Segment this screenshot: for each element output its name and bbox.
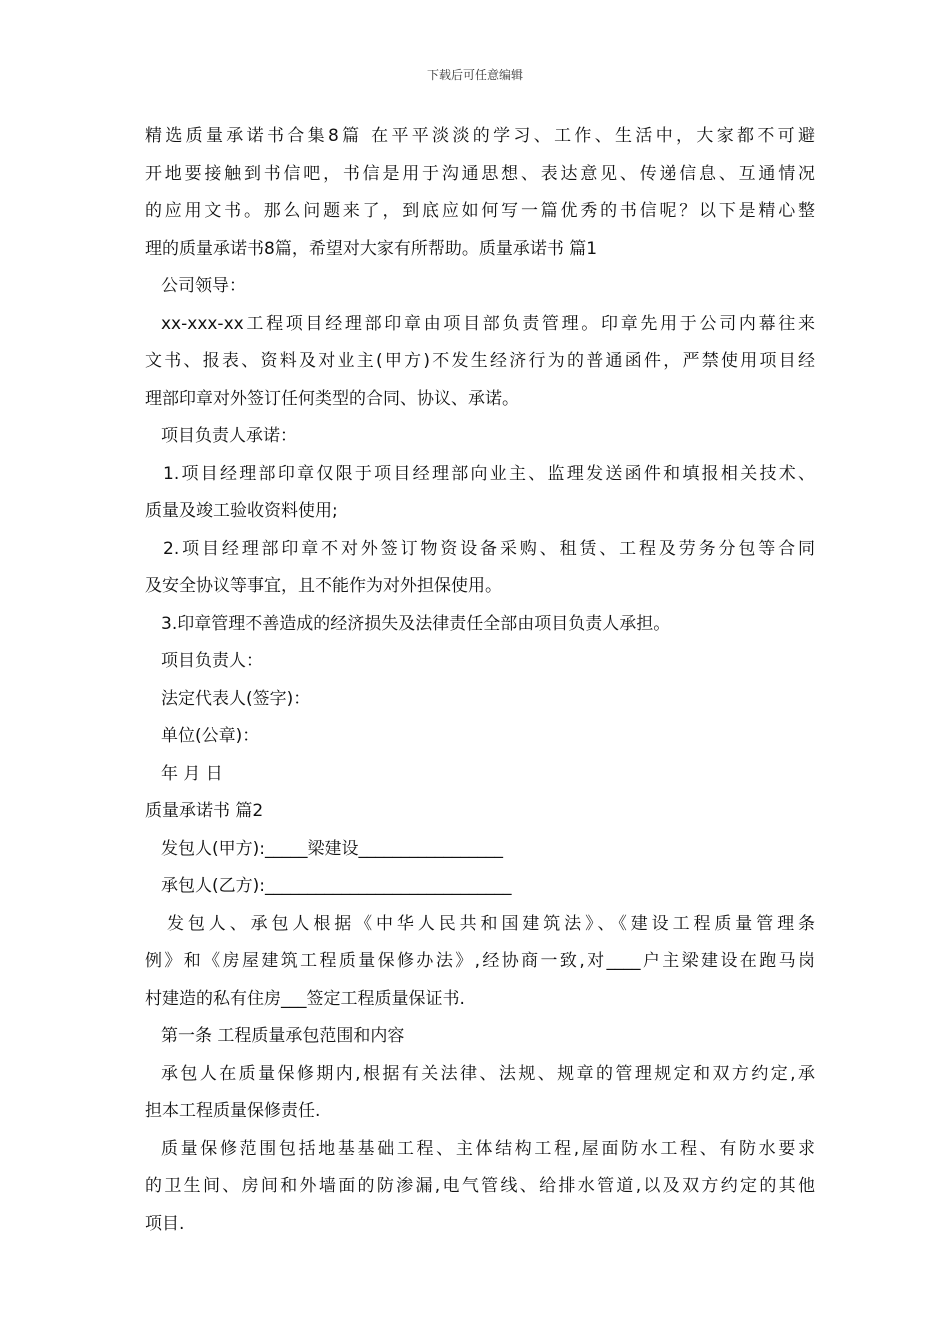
text-line: 发包人(甲方):_____梁建设_________________ [161,838,503,859]
page-header-note: 下载后可任意编辑 [426,68,523,82]
text-line: 第一条 工程质量承包范围和内容 [161,1026,405,1046]
text-line: 的应用文书。那么问题来了，到底应如何写一篇优秀的书信呢？以下是精心整 [145,201,815,221]
document-body [145,118,815,1243]
text-line: 的卫生间、房间和外墙面的防渗漏,电气管线、给排水管道,以及双方约定的其他 [145,1176,815,1196]
text-line: xx-xxx-xx工程项目经理部印章由项目部负责管理。印章先用于公司内幕往来 [161,313,815,334]
text-line: 例》和《房屋建筑工程质量保修办法》,经协商一致,对____户主梁建设在跑马岗 [145,951,815,971]
text-line: 质量及竣工验收资料使用; [145,501,338,521]
text-line: 精选质量承诺书合集8篇 在平平淡淡的学习、工作、生活中，大家都不可避 [145,126,815,146]
text-line: 年 月 日 [161,763,223,784]
text-line: 理的质量承诺书8篇，希望对大家有所帮助。质量承诺书 篇1 [145,238,598,259]
text-line: 质量承诺书 篇2 [145,801,264,821]
text-line: 村建造的私有住房___签定工程质量保证书. [145,988,465,1009]
text-line: 2.项目经理部印章不对外签订物资设备采购、租赁、工程及劳务分包等合同 [163,538,815,559]
text-line: 文书、报表、资料及对业主(甲方)不发生经济行为的普通函件，严禁使用项目经 [145,351,815,371]
text-line: 公司领导： [161,276,246,296]
text-line: 发包人、承包人根据《中华人民共和国建筑法》、《建设工程质量管理条 [167,913,815,934]
text-line: 理部印章对外签订任何类型的合同、协议、承诺。 [145,388,519,409]
text-line: 开地要接触到书信吧，书信是用于沟通思想、表达意见、传递信息、互通情况 [145,163,815,184]
text-line: 3.印章管理不善造成的经济损失及法律责任全部由项目负责人承担。 [161,613,671,634]
text-line: 担本工程质量保修责任. [145,1101,321,1121]
text-line: 承包人(乙方):_____________________________ [161,876,512,896]
text-line: 承包人在质量保修期内,根据有关法律、法规、规章的管理规定和双方约定,承 [161,1063,815,1084]
text-line: 项目负责人承诺： [161,426,297,446]
text-line: 及安全协议等事宜，且不能作为对外担保使用。 [145,576,502,596]
text-line: 单位(公章)： [161,726,260,746]
text-line: 1.项目经理部印章仅限于项目经理部向业主、监理发送函件和填报相关技术、 [163,463,815,484]
text-line: 项目负责人： [161,651,263,671]
text-line: 项目. [145,1213,185,1234]
text-line: 质量保修范围包括地基基础工程、主体结构工程,屋面防水工程、有防水要求 [161,1138,815,1159]
text-line: 法定代表人(签字)： [161,688,311,709]
